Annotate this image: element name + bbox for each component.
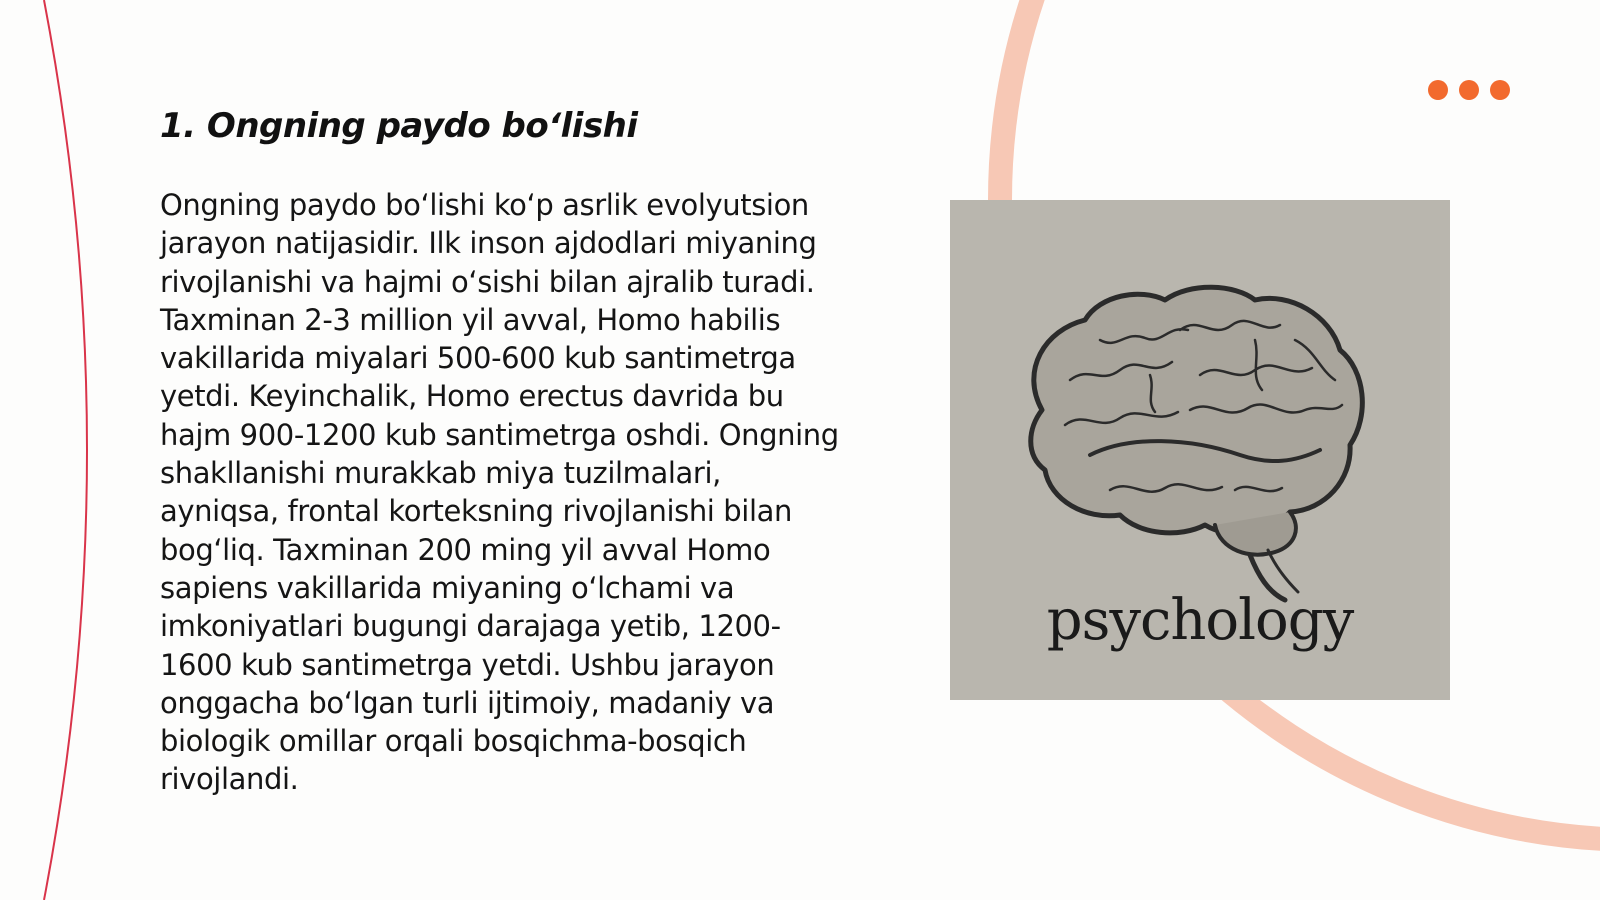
left-accent-curve xyxy=(44,0,87,900)
dot-icon xyxy=(1459,80,1479,100)
slide-body-text: Ongning paydo bo‘lishi ko‘p asrlik evolyutsion jarayon natijasidir. Ilk inson ajdodlari miyaning rivojlanishi va hajmi o‘sishi bilan ajralib turadi. Taxminan 2-3 million yil avval, Homo habilis vakillarida miyalari 500-600 kub santimetrga yetdi. Keyinchalik, Homo erectus davrida bu hajm 900-1200 kub santimetrga oshdi. Ongning shakllanishi murakkab miya tuzilmalari, ayniqsa, frontal korteksning rivojlanishi bilan bog‘liq. Taxminan 200 ming yil avval Homo sapiens vakillarida miyaning o‘lchami va imkoniyatlari bugungi darajaga yetib, 1200-1600 kub santimetrga yetdi. Ushbu jarayon onggacha bo‘lgan turli ijtimoiy, madaniy va biologik omillar orqali bosqichma-bosqich rivojlandi. xyxy=(160,188,839,797)
slide-title: 1. Ongning paydo bo‘lishi xyxy=(160,106,638,146)
three-dots-icon xyxy=(1428,80,1510,100)
dot-icon xyxy=(1490,80,1510,100)
psychology-image xyxy=(950,200,1450,700)
image-caption: psychology xyxy=(1046,588,1354,653)
dot-icon xyxy=(1428,80,1448,100)
